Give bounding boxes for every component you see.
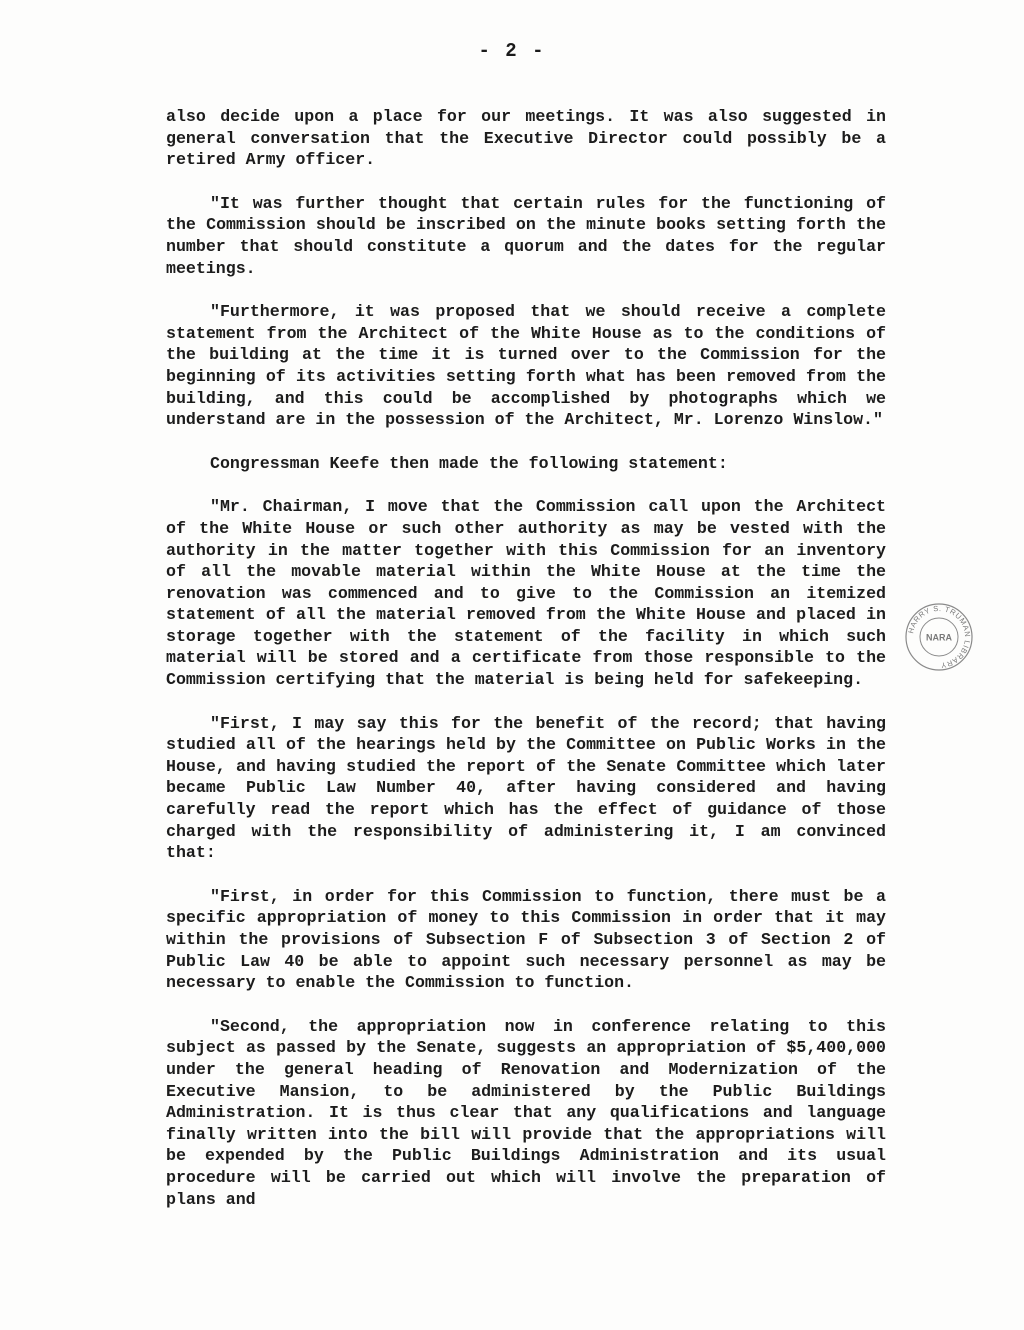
library-stamp	[904, 602, 974, 672]
paragraph-6: "First, I may say this for the benefit of the record; that having studied all of the hearings held by the Committee on Public Works in the House, and having studied the report of the Senate Committee which later became Public Law Number 40, after having considered and having carefully read the report which has the effect of guidance of those charged with the responsibility of administering it, I am convinced that:	[166, 713, 886, 863]
svg-text:NARA: NARA	[926, 632, 952, 643]
paragraph-3: "Furthermore, it was proposed that we should receive a complete statement from the Architect of the White House as to the conditions of the building at the time it is turned over to the Commission for the beginning of its activities setting forth what has been removed from the building, and this could be accomplished by photographs which we understand are in the possession of the Architect, Mr. Lorenzo Winslow."	[166, 302, 886, 430]
paragraph-7: "First, in order for this Commission to function, there must be a specific appropriation of money to this Commission in order that it may within the provisions of Subsection F of Subsection 3 of Section 2 of Public Law 40 be able to appoint such necessary personnel as may be necessary to enable the Commission to function.	[166, 886, 886, 993]
svg-text:HARRY S. TRUMAN LIBRARY: HARRY S. TRUMAN LIBRARY	[906, 603, 973, 671]
paragraph-8: "Second, the appropriation now in conference relating to this subject as passed by the Senate, suggests an appropriation of $5,400,000 under the general heading of Renovation and Modernization of the Executive Mansion, to be administered by the Public Buildings Administration. It is thus clear that any qualifications and language finally written into the bill will provide that the appropriations will be expended by the Public Buildings Administration and its usual procedure will be carried out which will involve the preparation of plans and	[166, 1016, 886, 1209]
paragraph-5: "Mr. Chairman, I move that the Commission call upon the Architect of the White House or such other authority as may be vested with the authority in the matter together with this Commission for an inventory of all the movable material within the White House at the time the renovation was commenced and to give to the Commission an itemized statement of all the material removed from the White House and placed in storage together with the statement of the facility in which such material will be stored and a certificate from those responsible to the Commission certifying that the material is being held for safekeeping.	[166, 497, 886, 690]
library-stamp-seal	[904, 602, 974, 672]
paragraph-4: Congressman Keefe then made the following statement:	[210, 453, 728, 473]
paragraph-1: also decide upon a place for our meetings. It was also suggested in general conversation that the Executive Director could possibly be a retired Army officer.	[166, 107, 886, 170]
paragraph-2: "It was further thought that certain rules for the functioning of the Commission should be inscribed on the minute books setting forth the number that should constitute a quorum and the dates for the regular meetings.	[166, 193, 886, 278]
document-body	[166, 106, 886, 1210]
page-number: - 2 -	[478, 40, 546, 62]
